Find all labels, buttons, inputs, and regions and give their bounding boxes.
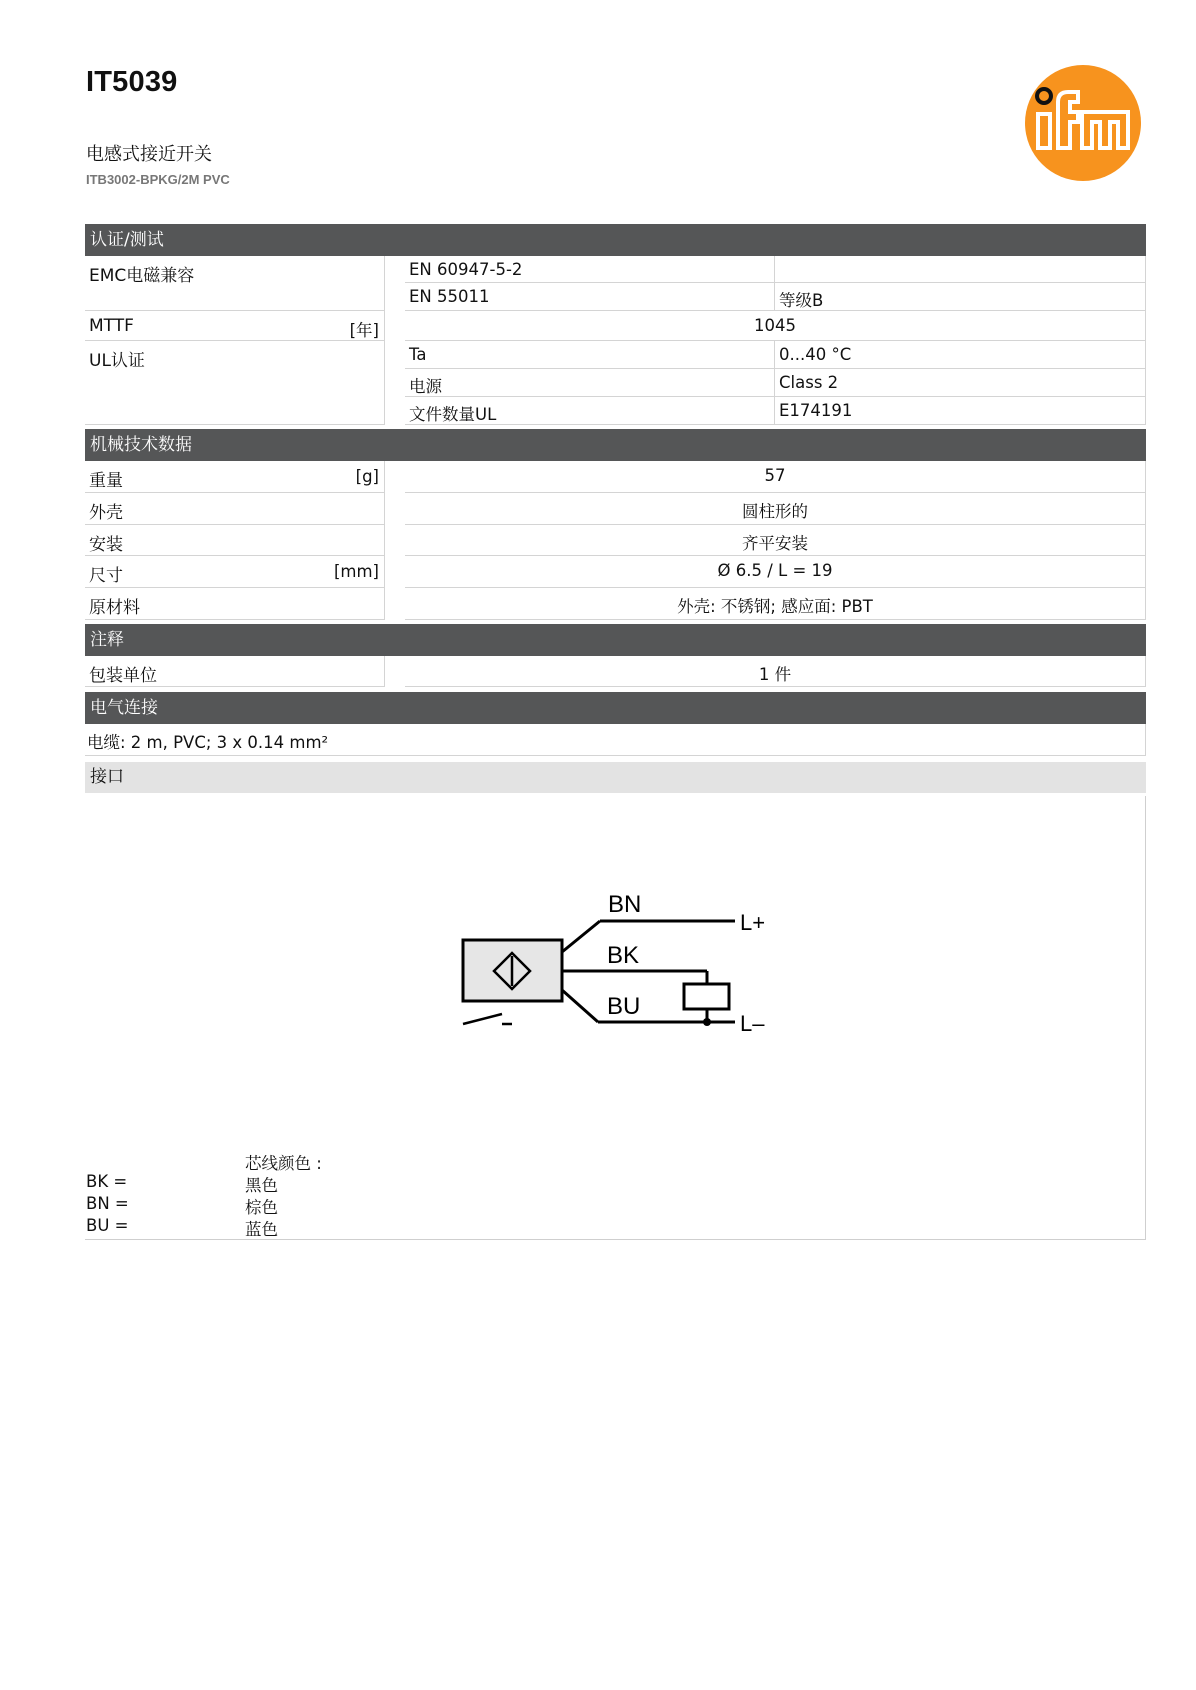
housing-value-cell bbox=[405, 493, 1146, 525]
ul-key-power: 电源 bbox=[409, 377, 442, 396]
emc-val-1-cell bbox=[775, 256, 1146, 283]
dimensions-value-cell bbox=[405, 556, 1146, 588]
ul-key-cell bbox=[405, 397, 775, 425]
housing-value: 圆柱形的 bbox=[742, 502, 808, 521]
legend-colour-bn: 棕色 bbox=[245, 1198, 278, 1217]
material-label-cell bbox=[85, 588, 385, 620]
legend-code-bk: BK = bbox=[86, 1172, 128, 1191]
emc-label: EMC电磁兼容 bbox=[89, 266, 195, 286]
ul-label: UL认证 bbox=[89, 351, 145, 371]
emc-val-2-cell bbox=[775, 283, 1146, 311]
ul-label-cell bbox=[85, 341, 385, 425]
dimensions-value: Ø 6.5 / L = 19 bbox=[717, 561, 833, 580]
legend-code-bn: BN = bbox=[86, 1194, 129, 1213]
cable-cell bbox=[85, 724, 1146, 756]
material-label: 原材料 bbox=[89, 598, 140, 618]
packaging-label: 包装单位 bbox=[89, 666, 157, 686]
mttf-value-cell bbox=[405, 311, 1146, 341]
packaging-value-cell bbox=[405, 656, 1146, 687]
packaging-label-cell bbox=[85, 656, 385, 687]
article-code: ITB3002-BPKG/2M PVC bbox=[86, 172, 230, 187]
weight-label-cell bbox=[85, 461, 385, 493]
section-electrical: 电气连接 bbox=[85, 692, 1146, 724]
section-remarks: 注释 bbox=[85, 624, 1146, 656]
weight-value: 57 bbox=[764, 466, 786, 485]
ul-val-file: E174191 bbox=[779, 401, 853, 420]
packaging-value: 1 件 bbox=[758, 665, 792, 684]
weight-unit: [g] bbox=[355, 467, 379, 486]
ul-val-cell bbox=[775, 341, 1146, 369]
mttf-label-cell bbox=[85, 311, 385, 341]
ul-key-cell bbox=[405, 369, 775, 397]
housing-label: 外壳 bbox=[89, 503, 123, 523]
emc-std-1: EN 60947-5-2 bbox=[409, 260, 523, 279]
weight-label: 重量 bbox=[89, 471, 123, 491]
wire-bk-label: BK bbox=[607, 942, 640, 969]
ul-key-ta: Ta bbox=[409, 345, 427, 364]
mounting-value-cell bbox=[405, 525, 1146, 556]
dimensions-label: 尺寸 bbox=[89, 566, 123, 586]
ul-val-cell bbox=[775, 397, 1146, 425]
legend-colour-bu: 蓝色 bbox=[245, 1220, 278, 1239]
mttf-label: MTTF bbox=[89, 316, 134, 336]
section-approvals: 认证/测试 bbox=[85, 224, 1146, 256]
product-subtitle: 电感式接近开关 bbox=[86, 144, 212, 165]
mttf-value: 1045 bbox=[754, 316, 796, 335]
weight-value-cell bbox=[405, 461, 1146, 493]
legend-code-bu: BU = bbox=[86, 1216, 129, 1235]
wiring-diagram bbox=[455, 880, 795, 1040]
ifm-logo bbox=[1024, 64, 1142, 182]
emc-label-cell bbox=[85, 256, 385, 311]
ul-val-ta: 0...40 °C bbox=[779, 345, 852, 364]
emc-std-2-cell bbox=[405, 283, 775, 311]
wire-bu-label: BU bbox=[607, 993, 641, 1020]
mttf-unit: [年] bbox=[349, 321, 379, 340]
emc-std-1-cell bbox=[405, 256, 775, 283]
terminal-lplus-label: L+ bbox=[740, 910, 766, 935]
mounting-label: 安装 bbox=[89, 535, 123, 555]
ul-key-file: 文件数量UL bbox=[409, 405, 497, 424]
wire-bn-label: BN bbox=[608, 891, 642, 918]
legend-colour-bk: 黑色 bbox=[245, 1176, 278, 1195]
section-interface: 接口 bbox=[85, 762, 1146, 793]
mounting-label-cell bbox=[85, 525, 385, 556]
product-title: IT5039 bbox=[86, 66, 178, 98]
housing-label-cell bbox=[85, 493, 385, 525]
dimensions-label-cell bbox=[85, 556, 385, 588]
section-mechanical: 机械技术数据 bbox=[85, 429, 1146, 461]
wire-colour-heading: 芯线颜色 : bbox=[245, 1154, 322, 1173]
emc-val-2: 等级B bbox=[779, 291, 824, 310]
mounting-value: 齐平安装 bbox=[742, 534, 808, 553]
ul-val-cell bbox=[775, 369, 1146, 397]
material-value-cell bbox=[405, 588, 1146, 620]
material-value: 外壳: 不锈钢; 感应面: PBT bbox=[677, 597, 873, 616]
terminal-lminus-label: L– bbox=[740, 1011, 765, 1036]
dimensions-unit: [mm] bbox=[333, 562, 379, 581]
ul-key-cell bbox=[405, 341, 775, 369]
ul-val-power: Class 2 bbox=[779, 373, 839, 392]
emc-std-2: EN 55011 bbox=[409, 287, 490, 306]
cable-spec: 电缆: 2 m, PVC; 3 x 0.14 mm² bbox=[87, 733, 329, 752]
